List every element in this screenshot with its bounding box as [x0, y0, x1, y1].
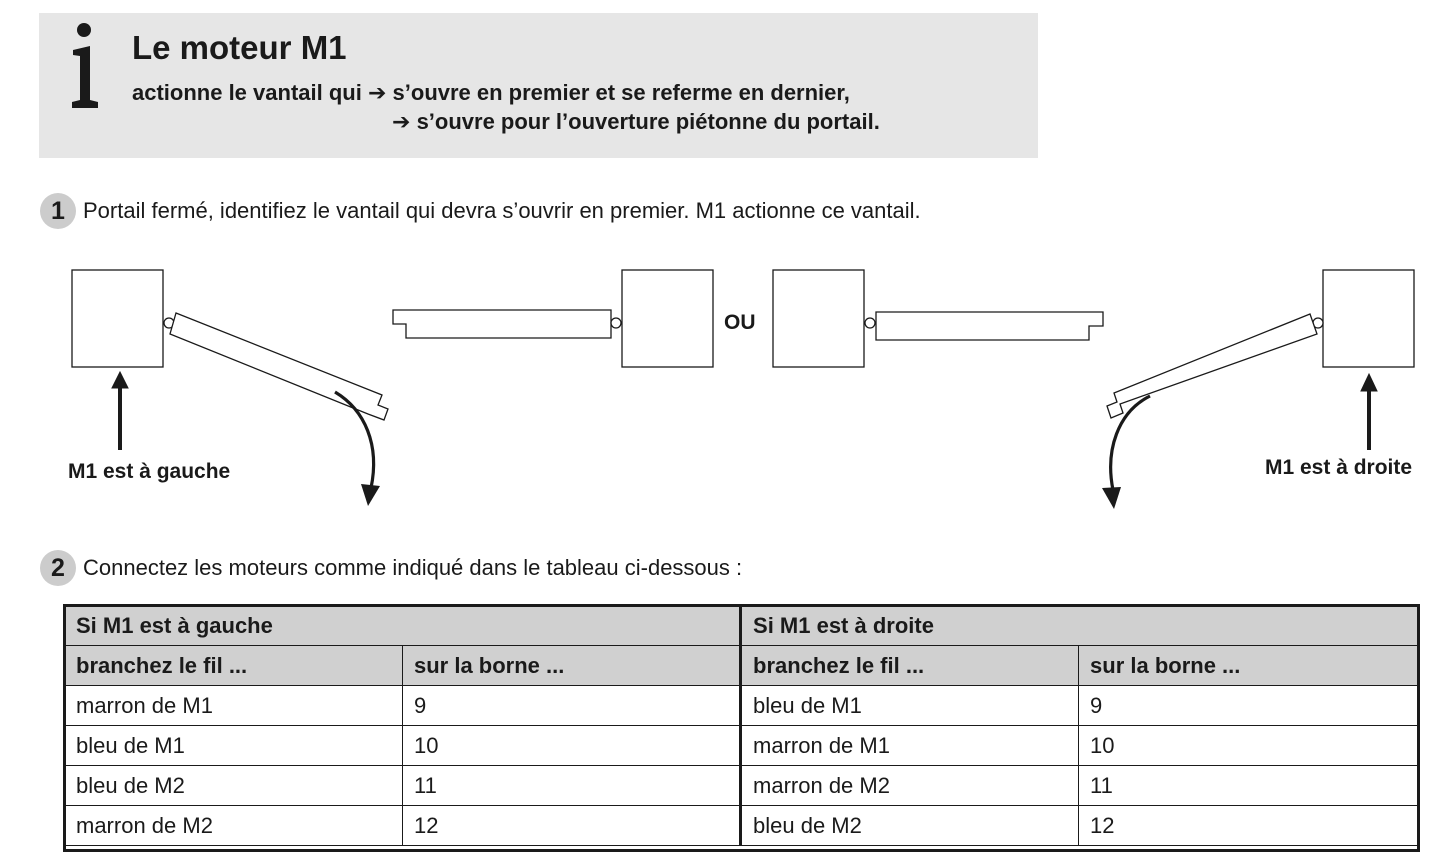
center-left-pillar [622, 270, 713, 367]
center-right-leaf [876, 312, 1103, 340]
arrow-up-icon-right [1361, 374, 1377, 391]
center-right-hinge [865, 318, 875, 328]
right-wire-cell: bleu de M2 [741, 806, 1079, 846]
right-pillar [1323, 270, 1414, 367]
table-row [65, 806, 1418, 846]
step-1-badge: 1 [40, 193, 76, 229]
center-left-hinge [611, 318, 621, 328]
left-terminal-cell: 12 [403, 806, 741, 846]
left-wire-cell: marron de M2 [65, 806, 403, 846]
right-wire-cell: bleu de M1 [741, 686, 1079, 726]
right-wire-cell: marron de M1 [741, 726, 1079, 766]
left-wire-cell: bleu de M1 [65, 726, 403, 766]
left-config-header: Si M1 est à gauche [65, 606, 741, 646]
left-terminal-cell: 9 [403, 686, 741, 726]
center-right-pillar [773, 270, 864, 367]
wiring-table [64, 605, 1418, 846]
right-curve-arrowhead [1102, 487, 1121, 509]
info-title: Le moteur M1 [132, 29, 347, 66]
table-row [65, 686, 1418, 726]
right-terminal-cell: 12 [1079, 806, 1418, 846]
left-terminal-cell: 10 [403, 726, 741, 766]
left-wire-cell: bleu de M2 [65, 766, 403, 806]
m1-right-label: M1 est à droite [1265, 456, 1413, 479]
info-line-2-text: s’ouvre pour l’ouverture piétonne du portail. [416, 109, 880, 134]
column-header-wire: branchez le fil ... [65, 646, 403, 686]
arrow-up-icon-left [112, 372, 128, 388]
right-wire-cell: marron de M2 [741, 766, 1079, 806]
right-terminal-cell: 11 [1079, 766, 1418, 806]
arrow-right-icon: ➔ [367, 81, 387, 106]
center-left-leaf [393, 310, 611, 338]
left-terminal-cell: 11 [403, 766, 741, 806]
left-pillar [72, 270, 163, 367]
column-header-terminal: sur la borne ... [403, 646, 741, 686]
left-open-leaf [170, 313, 388, 420]
step-2-text: Connectez les moteurs comme indiqué dans le tableau ci-dessous : [83, 555, 743, 580]
left-curve-arrowhead [361, 484, 380, 506]
left-wire-cell: marron de M1 [65, 686, 403, 726]
table-row [65, 766, 1418, 806]
or-label: OU [724, 311, 756, 334]
right-terminal-cell: 9 [1079, 686, 1418, 726]
column-header-wire: branchez le fil ... [741, 646, 1079, 686]
table-row [65, 726, 1418, 766]
arrow-right-icon: ➔ [392, 110, 411, 135]
right-terminal-cell: 10 [1079, 726, 1418, 766]
info-line-1-text: s’ouvre en premier et se referme en dernier, [392, 80, 850, 105]
info-line-1-prefix: actionne le vantail qui [132, 80, 362, 105]
right-config-header: Si M1 est à droite [741, 606, 1418, 646]
step-1-text: Portail fermé, identifiez le vantail qui devra s’ouvrir en premier. M1 actionne ce vantail. [83, 198, 921, 223]
column-header-terminal: sur la borne ... [1079, 646, 1418, 686]
step-2-badge: 2 [40, 550, 76, 586]
m1-left-label: M1 est à gauche [68, 460, 231, 483]
